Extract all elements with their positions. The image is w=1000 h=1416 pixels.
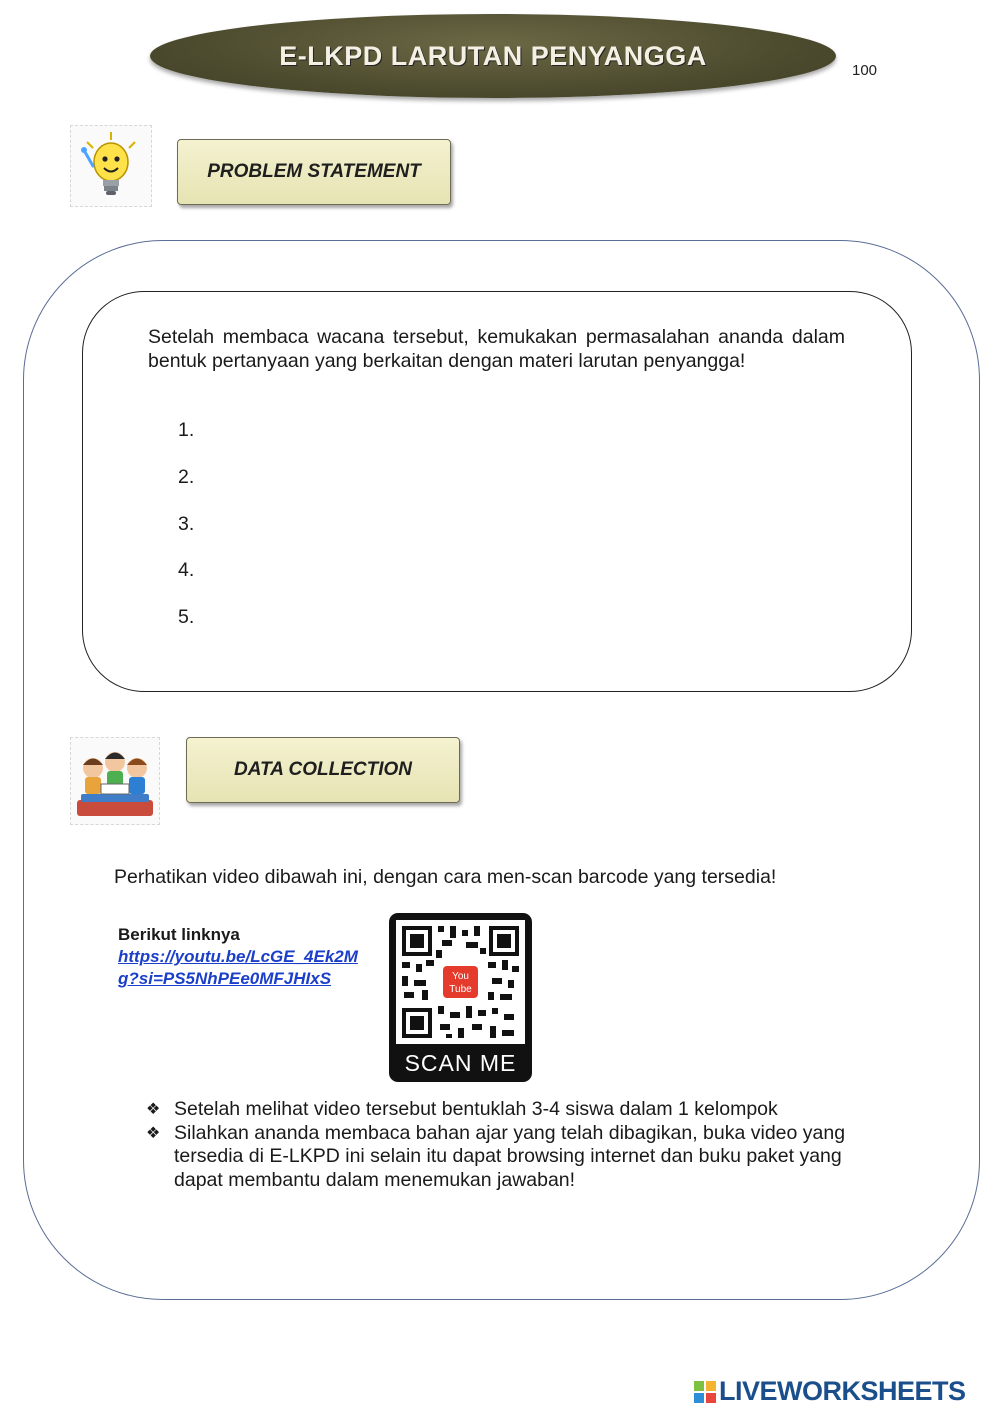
page-number: 100 xyxy=(852,62,878,79)
data-collection-label: DATA COLLECTION xyxy=(233,759,412,780)
answer-number-2: 2. xyxy=(178,466,195,488)
problem-statement-label: PROBLEM STATEMENT xyxy=(207,161,421,182)
data-collection-tab xyxy=(186,737,460,803)
answer-number-1: 1. xyxy=(178,419,195,441)
bullet-text: Silahkan ananda membaca bahan ajar yang telah dibagikan, buka video yang tersedia di E-LKPD ini selain itu dapat browsing internet dan buku paket yang dapat membantu dalam menemukan jawaban! xyxy=(174,1121,846,1191)
link-label: Berikut linknya xyxy=(118,925,240,944)
title-banner xyxy=(150,14,836,98)
problem-prompt: Setelah membaca wacana tersebut, kemukakan permasalahan ananda dalam bentuk pertanyaan yang berkaitan dengan materi larutan penyangga! xyxy=(148,326,845,372)
brand-name: LIVEWORKSHEETS xyxy=(719,1376,966,1406)
bullet-diamond-icon: ❖ xyxy=(146,1101,161,1118)
children-reading-icon xyxy=(70,737,160,825)
list-item xyxy=(146,1098,846,1122)
list-item xyxy=(146,1122,846,1193)
liveworksheets-logo-icon xyxy=(693,1380,717,1404)
video-instruction: Perhatikan video dibawah ini, dengan cara men-scan barcode yang tersedia! xyxy=(114,866,777,888)
qr-badge-you: You xyxy=(452,971,469,982)
youtube-link[interactable]: https://youtu.be/LcGE_4Ek2Mg?si=PS5NhPEe0MFJHIxS xyxy=(118,947,358,988)
problem-statement-tab xyxy=(177,139,451,205)
answer-number-3: 3. xyxy=(178,513,195,535)
scan-me-label: SCAN ME xyxy=(404,1050,517,1076)
page-title: E-LKPD LARUTAN PENYANGGA xyxy=(279,40,707,71)
instruction-list xyxy=(146,1098,846,1192)
bullet-diamond-icon: ❖ xyxy=(146,1124,161,1142)
bullet-text: Setelah melihat video tersebut bentuklah 3-4 siswa dalam 1 kelompok xyxy=(174,1098,778,1120)
qr-badge-tube: Tube xyxy=(449,984,472,995)
answer-number-4: 4. xyxy=(178,559,195,581)
answer-number-5: 5. xyxy=(178,606,195,628)
qr-code[interactable] xyxy=(389,913,532,1082)
lightbulb-icon xyxy=(70,125,152,207)
liveworksheets-brand[interactable] xyxy=(693,1376,966,1407)
